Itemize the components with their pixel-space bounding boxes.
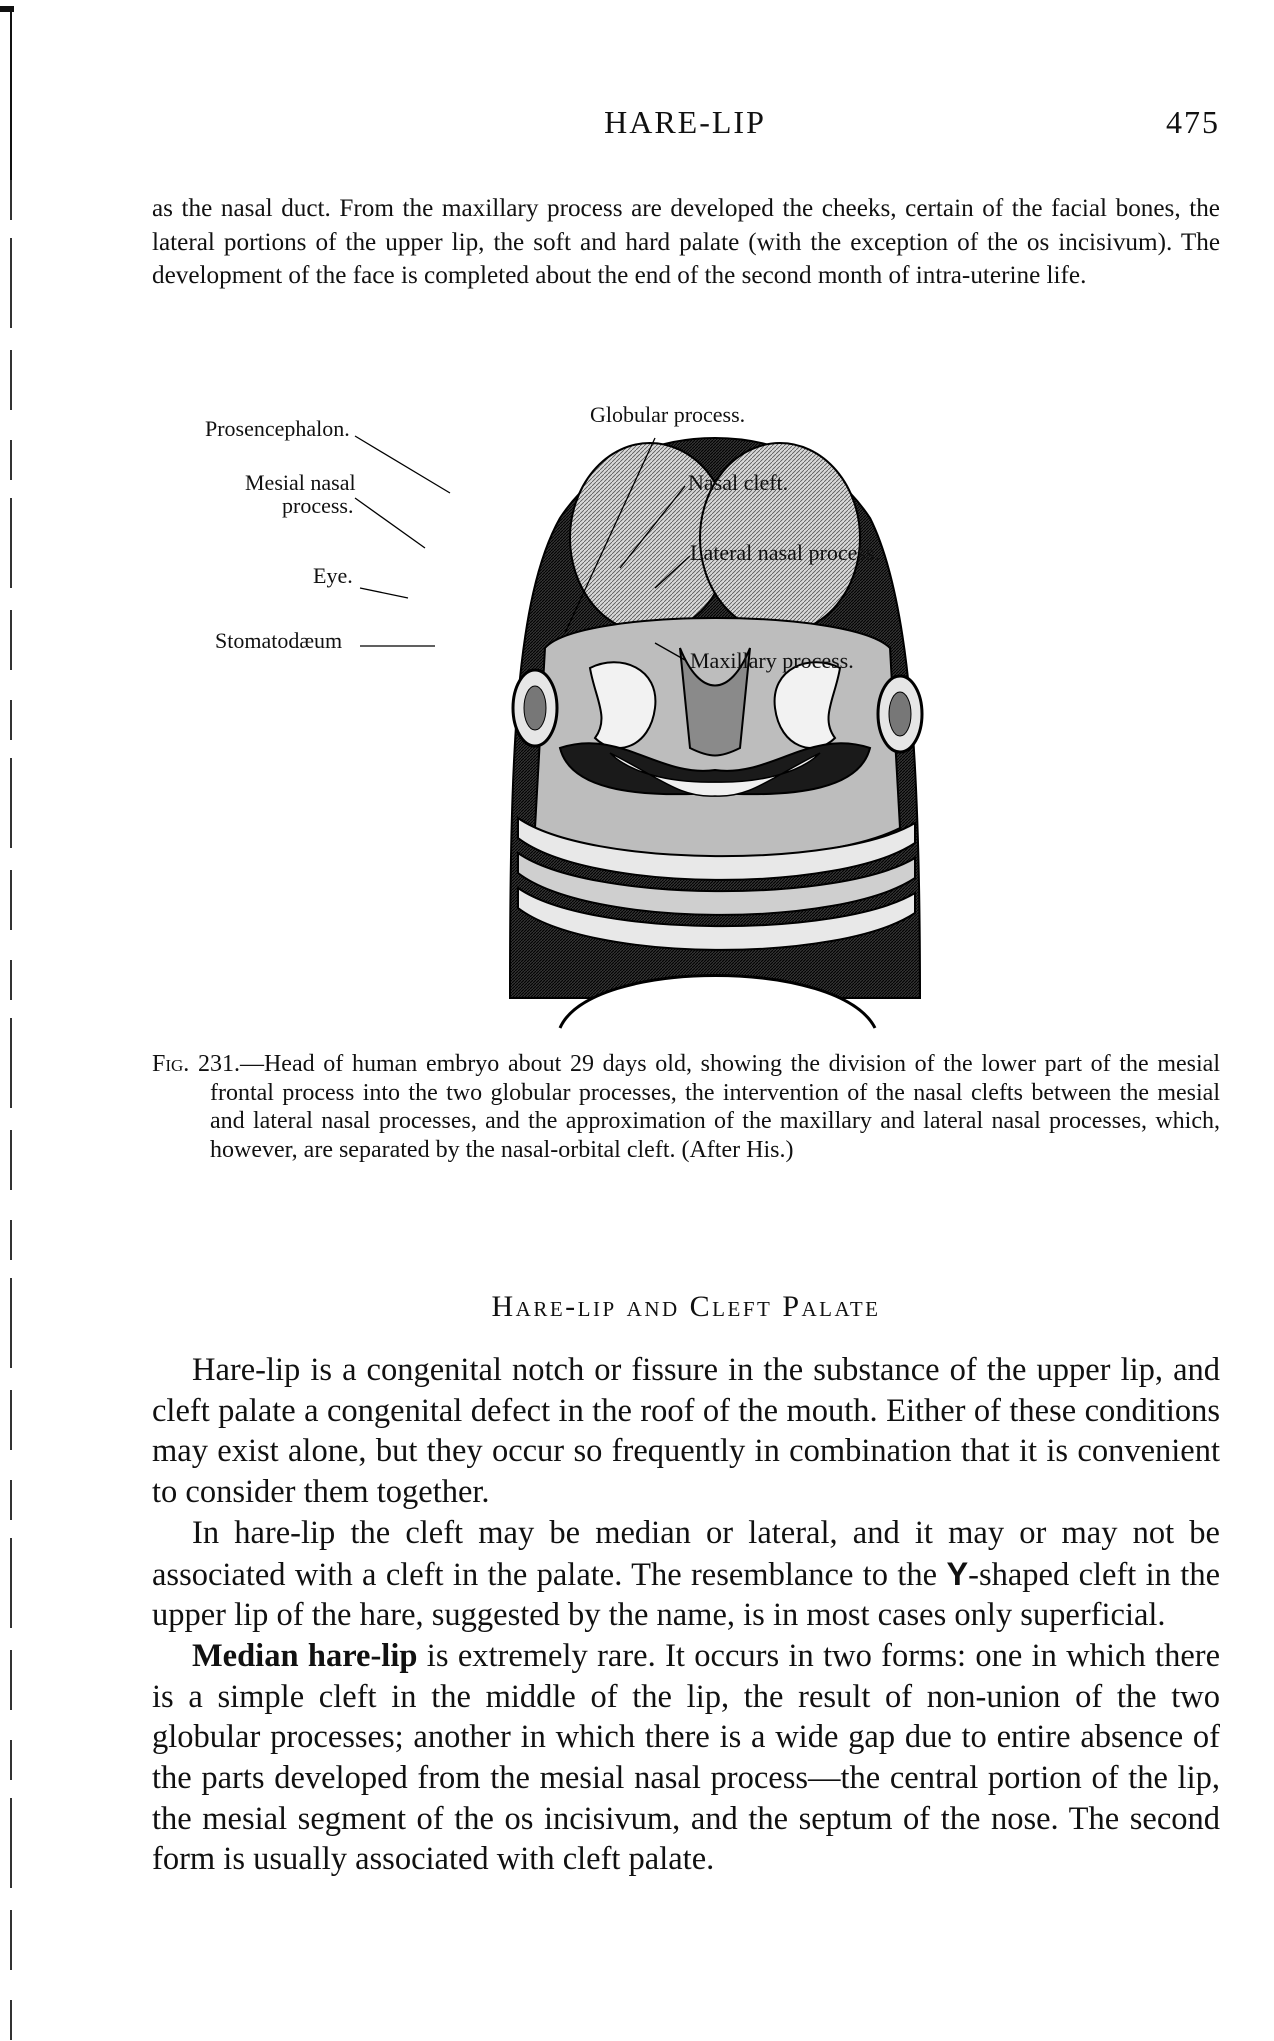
embryo-head-illustration xyxy=(205,398,1180,1038)
label-globular-process: Globular process. xyxy=(590,402,746,427)
section-heading: Hare-lip and Cleft Palate xyxy=(491,1290,881,1323)
label-mesial-nasal-2: process. xyxy=(282,493,354,518)
binding-edge-rule xyxy=(0,0,16,2041)
figure-caption xyxy=(152,1050,1220,1164)
label-mesial-nasal-1: Mesial nasal xyxy=(245,470,356,495)
running-head-title: HARE-LIP xyxy=(604,104,766,140)
label-maxillary-process: Maxillary process. xyxy=(690,648,854,673)
body-text xyxy=(152,1350,1220,1880)
label-prosencephalon: Prosencephalon. xyxy=(205,416,350,441)
paragraph-2: In hare-lip the cleft may be median or lateral, and it may or may not be associated with a cleft in the palate. The resemblance to the Y-shaped cleft in the upper lip of the hare, suggested by the name, is in most cases only superficial. xyxy=(152,1514,1220,1634)
figure-number: Fig. 231. xyxy=(152,1051,240,1077)
paragraph-3: Median hare-lip is extremely rare. It occurs in two forms: one in which there is a simple cleft in the middle of the lip, the result of non-union of the two globular processes; another in which there is a wide gap due to entire absence of the parts developed from the mesial nasal process—the central portion of the lip, the mesial segment of the os incisivum, and the septum of the nose. The second form is usually associated with cleft palate. xyxy=(152,1637,1221,1878)
running-head xyxy=(150,104,1220,144)
y-letter: Y xyxy=(946,1555,969,1592)
label-eye: Eye. xyxy=(313,563,353,588)
label-nasal-cleft: Nasal cleft. xyxy=(688,470,789,495)
label-lateral-nasal-process: Lateral nasal process. xyxy=(690,540,880,565)
label-stomatodaeum: Stomatodæum xyxy=(215,628,343,653)
intro-paragraph: as the nasal duct. From the maxillary process are developed the cheeks, certain of the facial bones, the lateral portions of the upper lip, the soft and hard palate (with the exception of the os incisivum). The development of the face is completed about the end of the second month of intra-uterine life. xyxy=(152,195,1220,289)
term-median-hare-lip: Median hare-lip xyxy=(192,1637,418,1674)
page-number: 475 xyxy=(1166,104,1220,140)
figure-caption-text: —Head of human embryo about 29 days old, showing the division of the lower part of the mesial frontal process into the two globular processes, the intervention of the nasal clefts between the mesial and lateral nasal processes, and the approximation of the maxillary and lateral nasal processes, which, however, are separated by the nasal-orbital cleft. (After His.) xyxy=(210,1051,1220,1163)
embryo-head-figure xyxy=(205,398,1180,1038)
paragraph-1: Hare-lip is a congenital notch or fissure in the substance of the upper lip, and cleft palate a congenital defect in the roof of the mouth. Either of these conditions may exist alone, but they occur so frequently in combination that it is convenient to consider them together. xyxy=(152,1352,1220,1511)
intro-text xyxy=(152,192,1220,293)
